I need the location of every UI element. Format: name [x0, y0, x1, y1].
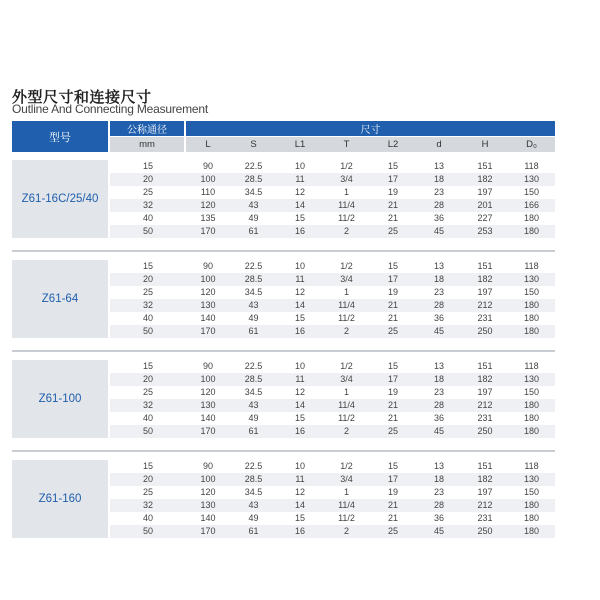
table-cell: 231 — [462, 512, 508, 525]
table-cell: 50 — [110, 525, 186, 538]
table-cell: 15 — [277, 312, 323, 325]
table-cell: 2 — [323, 225, 370, 238]
table-cell: 3/4 — [323, 173, 370, 186]
table-cell: 170 — [186, 225, 230, 238]
table-cell: 231 — [462, 412, 508, 425]
table-cell: 170 — [186, 425, 230, 438]
table-cell: 197 — [462, 486, 508, 499]
table-cell: 130 — [508, 473, 555, 486]
table-cell: 22.5 — [230, 360, 277, 373]
table-cell: 90 — [186, 460, 230, 473]
table-cell: 11 — [277, 273, 323, 286]
table-cell: 17 — [370, 273, 416, 286]
table-cell: 151 — [462, 160, 508, 173]
table-cell: 201 — [462, 199, 508, 212]
table-cell: 28.5 — [230, 373, 277, 386]
table-cell: 90 — [186, 160, 230, 173]
table-cell: 36 — [416, 412, 462, 425]
header-col-d0: D₀ — [508, 137, 555, 152]
table-cell: 17 — [370, 473, 416, 486]
table-cell: 34.5 — [230, 386, 277, 399]
table-cell: 11/4 — [323, 299, 370, 312]
table-row — [12, 360, 555, 373]
table-cell: 120 — [186, 199, 230, 212]
table-cell: 32 — [110, 299, 186, 312]
table-cell: 22.5 — [230, 260, 277, 273]
table-cell: 3/4 — [323, 273, 370, 286]
table-cell: 19 — [370, 286, 416, 299]
table-cell: 20 — [110, 473, 186, 486]
table-cell: 140 — [186, 512, 230, 525]
table-cell: 197 — [462, 186, 508, 199]
table-cell: 12 — [277, 386, 323, 399]
table-cell: 1/2 — [323, 260, 370, 273]
table-cell: 11/2 — [323, 412, 370, 425]
table-cell: 13 — [416, 360, 462, 373]
table-cell: 90 — [186, 360, 230, 373]
table-cell: 197 — [462, 286, 508, 299]
table-cell: 120 — [186, 486, 230, 499]
table-cell: 1/2 — [323, 160, 370, 173]
table-cell: 40 — [110, 412, 186, 425]
table-cell: 13 — [416, 460, 462, 473]
table-cell: 34.5 — [230, 486, 277, 499]
table-cell: 18 — [416, 173, 462, 186]
table-cell: 21 — [370, 399, 416, 412]
table-cell: 140 — [186, 312, 230, 325]
table-cell: 13 — [416, 260, 462, 273]
table-cell: 40 — [110, 512, 186, 525]
table-cell: 180 — [508, 312, 555, 325]
table-cell: 212 — [462, 499, 508, 512]
table-cell: 150 — [508, 386, 555, 399]
table-cell: 180 — [508, 525, 555, 538]
table-cell: 170 — [186, 325, 230, 338]
table-cell: 15 — [370, 360, 416, 373]
table-cell: 180 — [508, 412, 555, 425]
table-cell: 118 — [508, 260, 555, 273]
header-col-s: S — [230, 137, 277, 152]
table-cell: 28 — [416, 199, 462, 212]
table-cell: 43 — [230, 499, 277, 512]
header-unit: mm — [110, 137, 186, 152]
table-cell: 21 — [370, 312, 416, 325]
table-cell: 15 — [277, 512, 323, 525]
table-cell: 15 — [110, 260, 186, 273]
table-cell: 130 — [186, 399, 230, 412]
table-cell: 135 — [186, 212, 230, 225]
table-cell: 21 — [370, 212, 416, 225]
table-cell: 182 — [462, 373, 508, 386]
table-cell: 212 — [462, 299, 508, 312]
table-cell: 25 — [370, 325, 416, 338]
dimensions-table — [12, 121, 555, 538]
model-name: Z61-64 — [12, 260, 110, 338]
table-cell: 14 — [277, 399, 323, 412]
table-cell: 49 — [230, 212, 277, 225]
table-cell: 12 — [277, 186, 323, 199]
table-cell: 180 — [508, 425, 555, 438]
table-cell: 15 — [370, 160, 416, 173]
table-cell: 13 — [416, 160, 462, 173]
table-cell: 20 — [110, 273, 186, 286]
table-cell: 90 — [186, 260, 230, 273]
table-cell: 130 — [508, 173, 555, 186]
table-cell: 151 — [462, 460, 508, 473]
table-cell: 3/4 — [323, 473, 370, 486]
table-cell: 1 — [323, 286, 370, 299]
table-cell: 100 — [186, 173, 230, 186]
table-cell: 170 — [186, 525, 230, 538]
table-cell: 15 — [110, 460, 186, 473]
table-cell: 15 — [277, 412, 323, 425]
table-cell: 11 — [277, 373, 323, 386]
table-cell: 11/2 — [323, 512, 370, 525]
table-cell: 14 — [277, 299, 323, 312]
table-cell: 25 — [110, 286, 186, 299]
table-cell: 120 — [186, 386, 230, 399]
table-cell: 11/2 — [323, 212, 370, 225]
table-cell: 21 — [370, 299, 416, 312]
table-cell: 1 — [323, 186, 370, 199]
table-cell: 231 — [462, 312, 508, 325]
table-cell: 45 — [416, 425, 462, 438]
model-name: Z61-160 — [12, 460, 110, 538]
table-cell: 110 — [186, 186, 230, 199]
table-cell: 20 — [110, 373, 186, 386]
header-col-d: d — [416, 137, 462, 152]
table-cell: 16 — [277, 225, 323, 238]
table-cell: 16 — [277, 525, 323, 538]
table-cell: 150 — [508, 186, 555, 199]
table-cell: 34.5 — [230, 186, 277, 199]
table-cell: 23 — [416, 386, 462, 399]
table-cell: 11/4 — [323, 199, 370, 212]
table-cell: 16 — [277, 325, 323, 338]
table-cell: 11/4 — [323, 399, 370, 412]
table-cell: 130 — [186, 299, 230, 312]
table-row — [12, 160, 555, 173]
table-cell: 21 — [370, 512, 416, 525]
table-cell: 180 — [508, 299, 555, 312]
table-cell: 28 — [416, 399, 462, 412]
table-row — [12, 260, 555, 273]
table-cell: 49 — [230, 412, 277, 425]
table-cell: 100 — [186, 373, 230, 386]
table-cell: 18 — [416, 473, 462, 486]
table-cell: 250 — [462, 525, 508, 538]
table-cell: 14 — [277, 499, 323, 512]
table-cell: 12 — [277, 286, 323, 299]
table-cell: 2 — [323, 525, 370, 538]
table-cell: 40 — [110, 312, 186, 325]
table-cell: 19 — [370, 486, 416, 499]
table-cell: 23 — [416, 186, 462, 199]
table-cell: 250 — [462, 325, 508, 338]
table-cell: 10 — [277, 260, 323, 273]
header-nominal-diameter: 公称通径 — [110, 121, 186, 137]
table-cell: 50 — [110, 325, 186, 338]
table-cell: 34.5 — [230, 286, 277, 299]
table-cell: 15 — [370, 260, 416, 273]
table-cell: 49 — [230, 512, 277, 525]
table-cell: 25 — [370, 425, 416, 438]
table-cell: 25 — [370, 525, 416, 538]
table-cell: 180 — [508, 225, 555, 238]
table-cell: 180 — [508, 512, 555, 525]
table-cell: 118 — [508, 460, 555, 473]
table-cell: 50 — [110, 225, 186, 238]
table-cell: 182 — [462, 473, 508, 486]
table-cell: 182 — [462, 173, 508, 186]
table-cell: 166 — [508, 199, 555, 212]
table-cell: 28.5 — [230, 273, 277, 286]
table-cell: 21 — [370, 499, 416, 512]
table-cell: 43 — [230, 399, 277, 412]
model-name: Z61-16C/25/40 — [12, 160, 110, 238]
table-cell: 36 — [416, 212, 462, 225]
header-model: 型号 — [12, 121, 110, 152]
table-cell: 180 — [508, 499, 555, 512]
table-cell: 1 — [323, 386, 370, 399]
table-cell: 43 — [230, 299, 277, 312]
table-cell: 212 — [462, 399, 508, 412]
table-cell: 151 — [462, 360, 508, 373]
table-cell: 21 — [370, 412, 416, 425]
table-cell: 140 — [186, 412, 230, 425]
table-cell: 43 — [230, 199, 277, 212]
table-cell: 12 — [277, 486, 323, 499]
table-cell: 100 — [186, 273, 230, 286]
table-cell: 40 — [110, 212, 186, 225]
table-cell: 61 — [230, 325, 277, 338]
table-cell: 151 — [462, 260, 508, 273]
table-cell: 19 — [370, 386, 416, 399]
table-cell: 45 — [416, 525, 462, 538]
header-col-h: H — [462, 137, 508, 152]
table-cell: 23 — [416, 486, 462, 499]
table-cell: 2 — [323, 325, 370, 338]
table-cell: 14 — [277, 199, 323, 212]
table-cell: 250 — [462, 425, 508, 438]
table-cell: 18 — [416, 273, 462, 286]
table-cell: 36 — [416, 312, 462, 325]
table-row — [12, 460, 555, 473]
table-cell: 1 — [323, 486, 370, 499]
table-cell: 10 — [277, 360, 323, 373]
table-cell: 1/2 — [323, 360, 370, 373]
header-dimensions: 尺寸 — [186, 121, 555, 137]
table-cell: 130 — [508, 273, 555, 286]
table-cell: 19 — [370, 186, 416, 199]
table-cell: 120 — [186, 286, 230, 299]
table-cell: 11/2 — [323, 312, 370, 325]
table-cell: 3/4 — [323, 373, 370, 386]
table-cell: 32 — [110, 499, 186, 512]
table-cell: 100 — [186, 473, 230, 486]
table-cell: 28 — [416, 499, 462, 512]
table-body — [12, 152, 555, 538]
table-cell: 10 — [277, 460, 323, 473]
table-cell: 11/4 — [323, 499, 370, 512]
table-cell: 130 — [508, 373, 555, 386]
table-cell: 22.5 — [230, 160, 277, 173]
table-cell: 1/2 — [323, 460, 370, 473]
table-cell: 11 — [277, 173, 323, 186]
table-cell: 2 — [323, 425, 370, 438]
table-cell: 61 — [230, 425, 277, 438]
table-cell: 45 — [416, 225, 462, 238]
table-cell: 61 — [230, 525, 277, 538]
header-col-l1: L1 — [277, 137, 323, 152]
table-cell: 18 — [416, 373, 462, 386]
table-cell: 23 — [416, 286, 462, 299]
table-cell: 150 — [508, 286, 555, 299]
table-cell: 32 — [110, 199, 186, 212]
table-cell: 36 — [416, 512, 462, 525]
table-cell: 16 — [277, 425, 323, 438]
table-cell: 21 — [370, 199, 416, 212]
table-cell: 180 — [508, 325, 555, 338]
table-cell: 227 — [462, 212, 508, 225]
table-cell: 25 — [110, 486, 186, 499]
table-cell: 45 — [416, 325, 462, 338]
section-title-chinese: 外型尺寸和连接尺寸 — [12, 89, 152, 106]
table-cell: 118 — [508, 160, 555, 173]
header-col-l: L — [186, 137, 230, 152]
table-cell: 15 — [277, 212, 323, 225]
table-cell: 28.5 — [230, 173, 277, 186]
table-cell: 10 — [277, 160, 323, 173]
table-cell: 49 — [230, 312, 277, 325]
header-col-l2: L2 — [370, 137, 416, 152]
table-cell: 253 — [462, 225, 508, 238]
table-cell: 197 — [462, 386, 508, 399]
model-name: Z61-100 — [12, 360, 110, 438]
table-cell: 50 — [110, 425, 186, 438]
table-cell: 17 — [370, 373, 416, 386]
table-cell: 20 — [110, 173, 186, 186]
table-cell: 61 — [230, 225, 277, 238]
table-cell: 15 — [110, 160, 186, 173]
table-cell: 25 — [370, 225, 416, 238]
table-cell: 182 — [462, 273, 508, 286]
table-cell: 25 — [110, 186, 186, 199]
table-cell: 150 — [508, 486, 555, 499]
table-cell: 22.5 — [230, 460, 277, 473]
header-col-t: T — [323, 137, 370, 152]
table-cell: 28 — [416, 299, 462, 312]
table-cell: 32 — [110, 399, 186, 412]
table-cell: 180 — [508, 399, 555, 412]
table-cell: 25 — [110, 386, 186, 399]
table-cell: 15 — [110, 360, 186, 373]
table-cell: 28.5 — [230, 473, 277, 486]
table-cell: 17 — [370, 173, 416, 186]
table-cell: 180 — [508, 212, 555, 225]
table-cell: 118 — [508, 360, 555, 373]
table-cell: 130 — [186, 499, 230, 512]
table-cell: 15 — [370, 460, 416, 473]
section-title-english: Outline And Connecting Measurement — [12, 102, 208, 116]
table-cell: 11 — [277, 473, 323, 486]
